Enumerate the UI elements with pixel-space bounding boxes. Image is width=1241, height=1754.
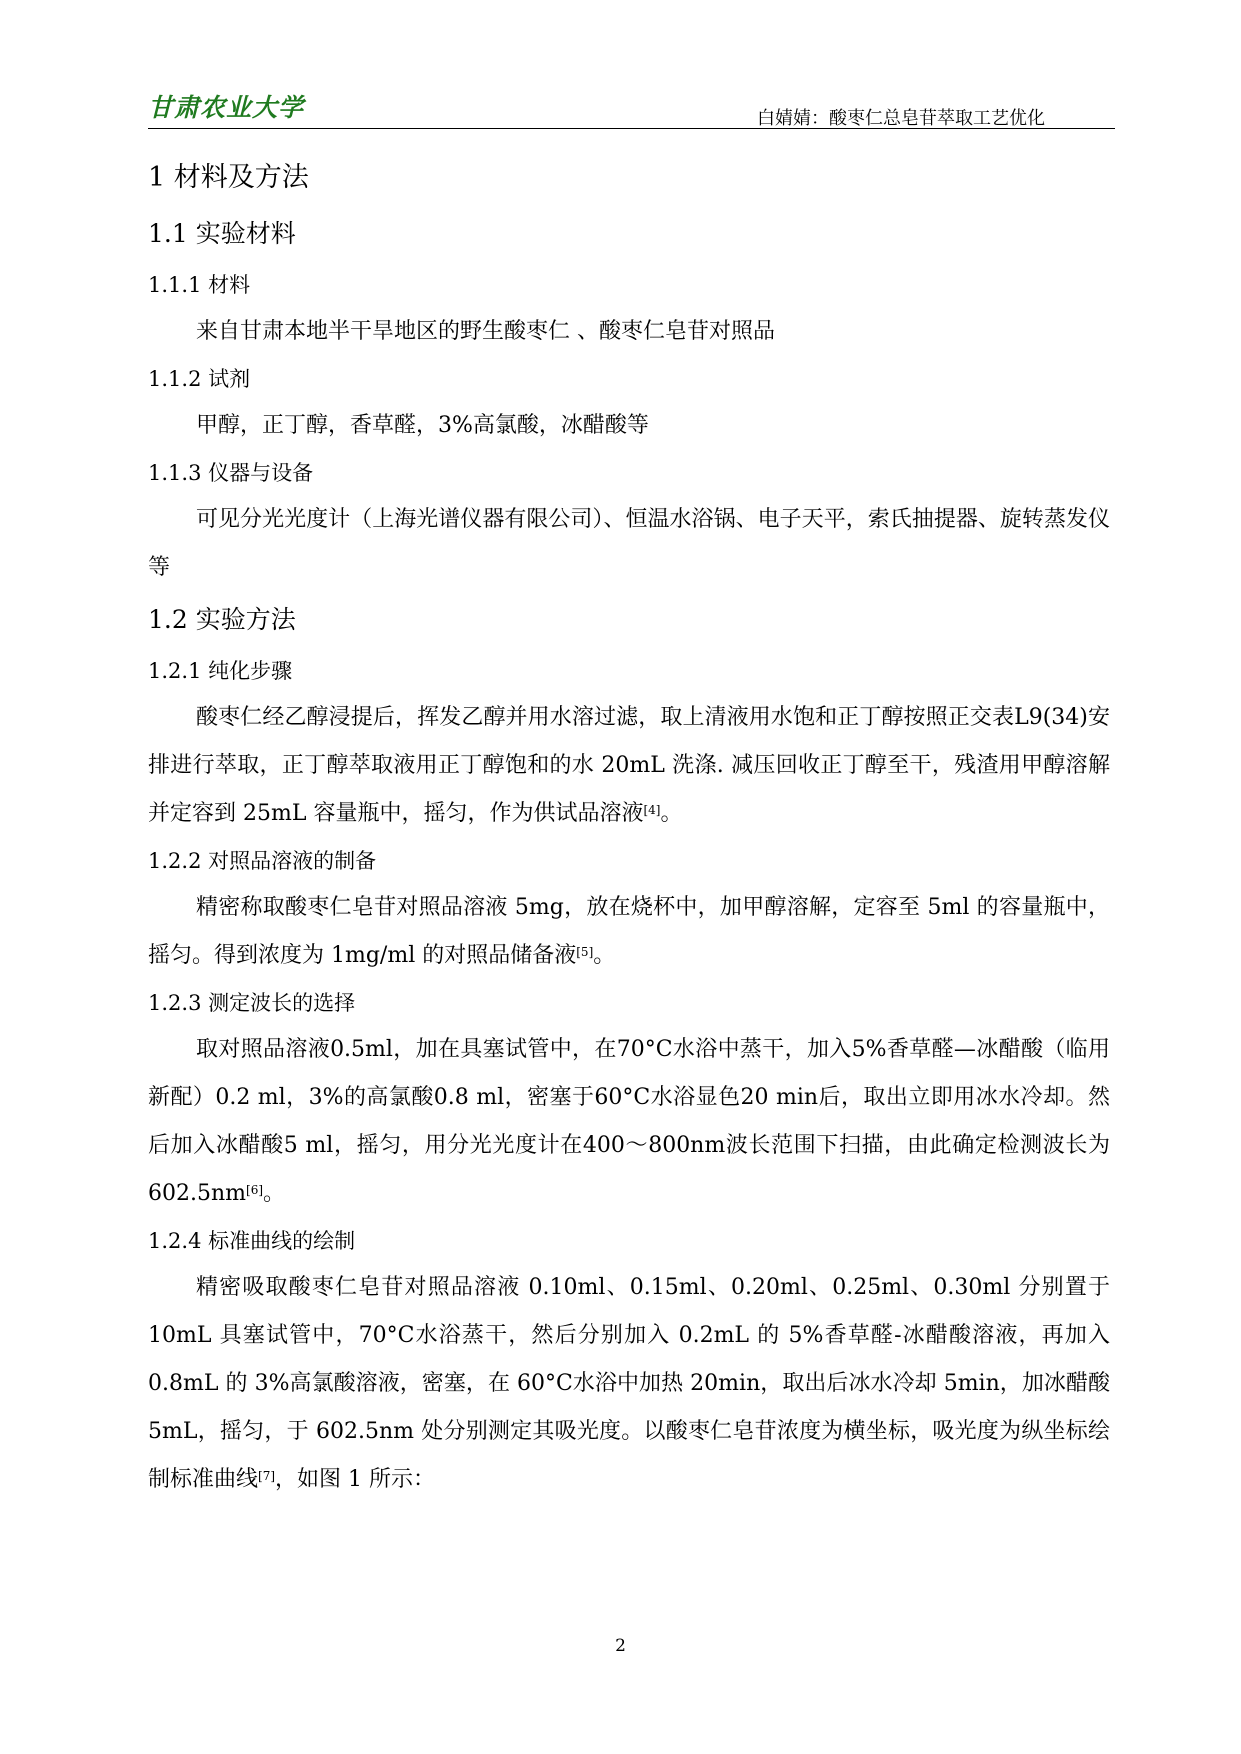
heading-section-1-1-2: 1.1.2 试剂 bbox=[148, 367, 251, 391]
paragraph-standard-curve-text: 精密吸取酸枣仁皂苷对照品溶液 0.10ml、0.15ml、0.20ml、0.25ml、0.30ml 分别置于10mL 具塞试管中，70°C水浴蒸干，然后分别加入 0.2mL 的 5%香草醛-冰醋酸溶液，再加入 0.8mL 的 3%高氯酸溶液，密塞，在 60°C水浴中加热 20min，取出后冰水冷却 5min，加冰醋酸 5mL，摇匀，于 602.5nm 处分别测定其吸光度。以酸枣仁皂苷浓度为横坐标，吸光度为纵坐标绘制标准曲线 bbox=[148, 1275, 1110, 1492]
paragraph-instruments: 可见分光光度计（上海光谱仪器有限公司）、恒温水浴锅、电子天平，索氏抽提器、旋转蒸发仪等 bbox=[148, 507, 1110, 580]
paragraph-wavelength-text: 取对照品溶液0.5ml，加在具塞试管中，在70°C水浴中蒸干，加入5%香草醛—冰醋酸（临用新配）0.2 ml，3%的高氯酸0.8 ml，密塞于60°C水浴显色20 min后，取出立即用冰水冷却。然后加入冰醋酸5 ml，摇匀，用分光光度计在400～800nm波长范围下扫描，由此确定检测波长为602.5nm bbox=[148, 1037, 1110, 1206]
university-logo: 甘肃农业大学 bbox=[148, 93, 305, 122]
heading-section-1-2-2: 1.2.2 对照品溶液的制备 bbox=[148, 849, 377, 873]
citation-5: [5] bbox=[576, 945, 594, 959]
heading-section-1-1-3: 1.1.3 仪器与设备 bbox=[148, 461, 314, 485]
paragraph-wavelength-end: 。 bbox=[263, 1181, 286, 1206]
paragraph-reagents: 甲醇，正丁醇，香草醛，3%高氯酸，冰醋酸等 bbox=[196, 413, 649, 438]
paragraph-reference-solution-text: 精密称取酸枣仁皂苷对照品溶液 5mg，放在烧杯中，加甲醇溶解，定容至 5ml 的容量瓶中，摇匀。得到浓度为 1mg/ml 的对照品储备液 bbox=[148, 895, 1110, 968]
paragraph-reference-solution bbox=[148, 884, 1110, 980]
citation-7: [7] bbox=[258, 1469, 276, 1483]
heading-section-1-2-3: 1.2.3 测定波长的选择 bbox=[148, 991, 356, 1015]
page-number: 2 bbox=[615, 1636, 626, 1656]
heading-section-1-2-4: 1.2.4 标准曲线的绘制 bbox=[148, 1229, 356, 1253]
citation-6: [6] bbox=[246, 1183, 264, 1197]
paragraph-purification bbox=[148, 694, 1110, 838]
heading-section-1-1: 1.1 实验材料 bbox=[148, 219, 296, 248]
paragraph-wavelength bbox=[148, 1026, 1110, 1218]
paragraph-standard-curve bbox=[148, 1264, 1110, 1504]
document-body bbox=[148, 150, 1110, 1504]
page-header bbox=[148, 88, 1115, 129]
citation-4: [4] bbox=[643, 803, 661, 817]
paragraph-standard-curve-end: ，如图 1 所示： bbox=[275, 1467, 435, 1492]
running-title: 白婧婧：酸枣仁总皂苷萃取工艺优化 bbox=[757, 108, 1045, 129]
heading-section-1-1-1: 1.1.1 材料 bbox=[148, 273, 251, 297]
paragraph-materials: 来自甘肃本地半干旱地区的野生酸枣仁 、酸枣仁皂苷对照品 bbox=[196, 319, 775, 344]
paragraph-purification-end: 。 bbox=[660, 801, 683, 826]
heading-section-1: 1 材料及方法 bbox=[148, 162, 309, 193]
paragraph-reference-solution-end: 。 bbox=[593, 943, 616, 968]
heading-section-1-2: 1.2 实验方法 bbox=[148, 605, 296, 634]
paragraph-purification-text: 酸枣仁经乙醇浸提后，挥发乙醇并用水溶过滤，取上清液用水饱和正丁醇按照正交表L9(34)安排进行萃取，正丁醇萃取液用正丁醇饱和的水 20mL 洗涤. 减压回收正丁醇至干，残渣用甲醇溶解并定容到 25mL 容量瓶中，摇匀，作为供试品溶液 bbox=[148, 705, 1110, 826]
heading-section-1-2-1: 1.2.1 纯化步骤 bbox=[148, 659, 293, 683]
